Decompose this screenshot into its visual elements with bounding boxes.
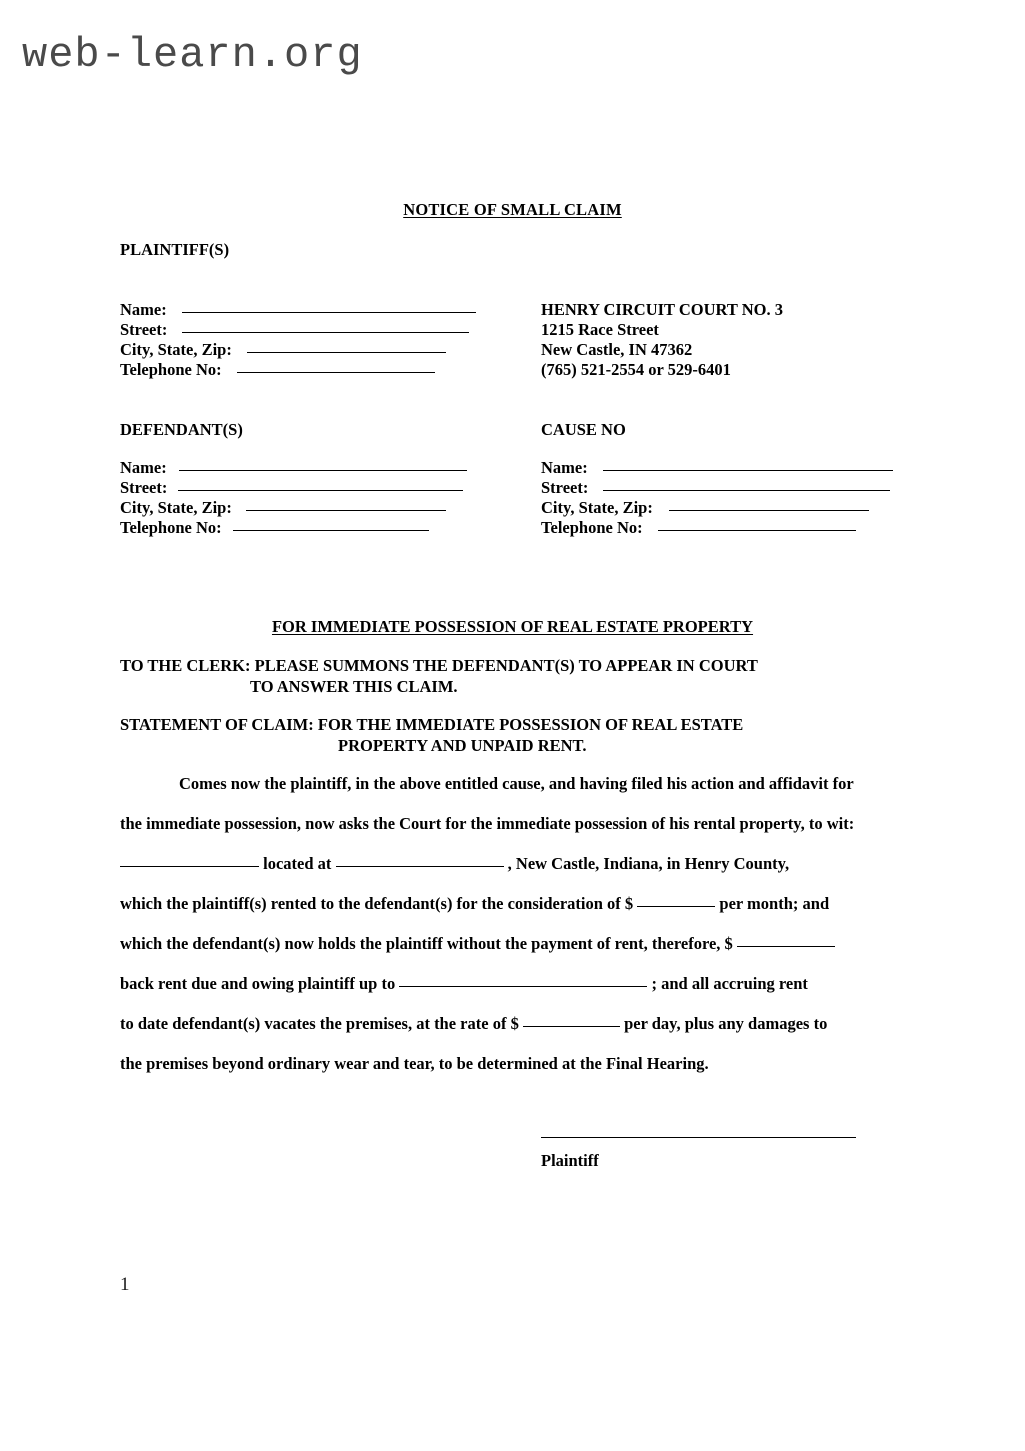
- field-label-telephone: Telephone No:: [541, 518, 643, 537]
- defendant-name-input-rule[interactable]: [179, 459, 467, 471]
- body-line-7-tail: per day, plus any damages to: [624, 1014, 828, 1033]
- statement-line-2: PROPERTY AND UNPAID RENT.: [338, 736, 587, 755]
- cause-no-fields: [541, 458, 893, 538]
- field-label-street: Street:: [120, 320, 168, 339]
- site-watermark: web-learn.org: [22, 31, 363, 79]
- court-address-block: [541, 300, 783, 380]
- page-number: 1: [120, 1274, 130, 1295]
- plaintiff-signature-label: Plaintiff: [541, 1151, 599, 1170]
- statement-of-claim-block: [120, 714, 910, 756]
- body-line-3: [120, 853, 920, 893]
- causeno-telephone-input-rule[interactable]: [658, 519, 856, 531]
- defendant-name-row: [120, 458, 467, 478]
- defendant-city-input-rule[interactable]: [246, 499, 446, 511]
- body-line-4-tail: per month; and: [719, 894, 830, 913]
- body-line-4: [120, 893, 920, 933]
- body-line-7-head: to date defendant(s) vacates the premises, at the rate of $: [120, 1014, 519, 1033]
- body-line-5: [120, 933, 920, 973]
- page-title: [0, 200, 1025, 220]
- court-name: HENRY CIRCUIT COURT NO. 3: [541, 300, 783, 319]
- possession-heading: [0, 617, 1025, 637]
- plaintiff-fields: [120, 300, 476, 380]
- claim-body-text: [120, 773, 920, 1093]
- body-line-8: [120, 1053, 920, 1093]
- body-line-2: [120, 813, 920, 853]
- plaintiff-signature-rule[interactable]: [541, 1137, 856, 1138]
- court-street: 1215 Race Street: [541, 320, 659, 339]
- body-line-2-text: the immediate possession, now asks the Court for the immediate possession of his rental property, to wit:: [120, 814, 855, 833]
- body-line-6-tail: ; and all accruing rent: [651, 974, 808, 993]
- causeno-city-row: [541, 498, 893, 518]
- body-line-8-text: the premises beyond ordinary wear and tear, to be determined at the Final Hearing.: [120, 1054, 709, 1073]
- property-description-input-rule[interactable]: [120, 855, 259, 867]
- defendant-section-heading: DEFENDANT(S): [120, 420, 243, 439]
- field-label-city-state-zip: City, State, Zip:: [120, 340, 232, 359]
- defendant-street-input-rule[interactable]: [178, 479, 463, 491]
- causeno-street-row: [541, 478, 893, 498]
- court-phone: (765) 521-2554 or 529-6401: [541, 360, 731, 379]
- causeno-name-row: [541, 458, 893, 478]
- page-title-text: NOTICE OF SMALL CLAIM: [403, 200, 622, 219]
- field-label-name: Name:: [120, 300, 167, 319]
- plaintiff-city-row: [120, 340, 476, 360]
- plaintiff-street-input-rule[interactable]: [182, 321, 469, 333]
- court-city-state-zip: New Castle, IN 47362: [541, 340, 693, 359]
- plaintiff-name-row: [120, 300, 476, 320]
- causeno-city-input-rule[interactable]: [669, 499, 869, 511]
- plaintiff-street-row: [120, 320, 476, 340]
- defendant-telephone-row: [120, 518, 467, 538]
- clerk-instruction-block: [120, 655, 910, 697]
- property-address-input-rule[interactable]: [336, 855, 504, 867]
- body-line-1: [120, 773, 920, 813]
- plaintiff-telephone-input-rule[interactable]: [237, 361, 435, 373]
- body-line-6-head: back rent due and owing plaintiff up to: [120, 974, 400, 993]
- body-line-6: [120, 973, 920, 1013]
- cause-no-section-heading: CAUSE NO: [541, 420, 626, 439]
- body-line-3-located-at: located at: [263, 854, 336, 873]
- body-line-7: [120, 1013, 920, 1053]
- defendant-street-row: [120, 478, 467, 498]
- defendant-fields: [120, 458, 467, 538]
- field-label-city-state-zip: City, State, Zip:: [120, 498, 232, 517]
- field-label-telephone: Telephone No:: [120, 360, 222, 379]
- body-line-4-head: which the plaintiff(s) rented to the defendant(s) for the consideration of $: [120, 894, 634, 913]
- body-line-3-tail: , New Castle, Indiana, in Henry County,: [507, 854, 790, 873]
- causeno-street-input-rule[interactable]: [603, 479, 890, 491]
- back-rent-date-input-rule[interactable]: [399, 975, 647, 987]
- plaintiff-city-input-rule[interactable]: [247, 341, 446, 353]
- plaintiff-section-heading: PLAINTIFF(S): [120, 240, 230, 259]
- causeno-telephone-row: [541, 518, 893, 538]
- field-label-name: Name:: [541, 458, 588, 477]
- clerk-line-1: TO THE CLERK: PLEASE SUMMONS THE DEFENDANT(S) TO APPEAR IN COURT: [120, 656, 758, 675]
- field-label-street: Street:: [120, 478, 168, 497]
- body-line-1-text: Comes now the plaintiff, in the above entitled cause, and having filed his action and affidavit for: [179, 774, 854, 793]
- plaintiff-telephone-row: [120, 360, 476, 380]
- field-label-telephone: Telephone No:: [120, 518, 222, 537]
- body-line-5-head: which the defendant(s) now holds the plaintiff without the payment of rent, therefore, $: [120, 934, 733, 953]
- amount-owed-input-rule[interactable]: [737, 935, 835, 947]
- possession-heading-text: FOR IMMEDIATE POSSESSION OF REAL ESTATE PROPERTY: [271, 617, 754, 636]
- field-label-street: Street:: [541, 478, 589, 497]
- causeno-name-input-rule[interactable]: [603, 459, 893, 471]
- clerk-line-2: TO ANSWER THIS CLAIM.: [250, 677, 458, 696]
- field-label-city-state-zip: City, State, Zip:: [541, 498, 653, 517]
- monthly-rent-input-rule[interactable]: [637, 895, 715, 907]
- plaintiff-name-input-rule[interactable]: [182, 301, 476, 313]
- daily-rate-input-rule[interactable]: [523, 1015, 620, 1027]
- field-label-name: Name:: [120, 458, 167, 477]
- defendant-city-row: [120, 498, 467, 518]
- statement-line-1: STATEMENT OF CLAIM: FOR THE IMMEDIATE POSSESSION OF REAL ESTATE: [120, 715, 744, 734]
- defendant-telephone-input-rule[interactable]: [233, 519, 429, 531]
